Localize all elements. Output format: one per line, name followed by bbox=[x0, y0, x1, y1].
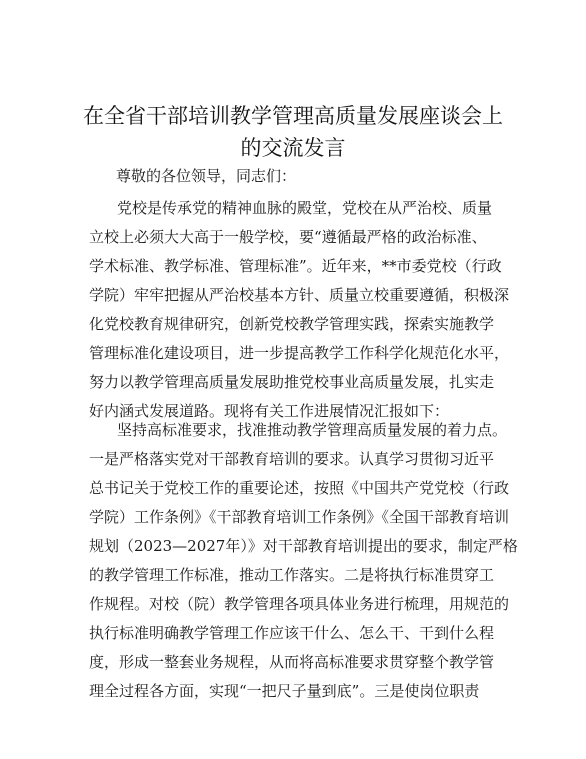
text-line: 学院）工作条例》《干部教育培训工作条例》《全国干部教育培训 bbox=[89, 508, 510, 526]
text-line: 执行标准明确教学管理工作应该干什么、怎么干、干到什么程 bbox=[89, 624, 495, 642]
text-line: 一是严格落实党对干部教育培训的要求。认真学习贯彻习近平 bbox=[89, 450, 495, 468]
title-line: 在全省干部培训教学管理高质量发展座谈会上 bbox=[83, 104, 503, 128]
text-line: 好内涵式发展道路。现将有关工作进展情况汇报如下： bbox=[89, 402, 450, 420]
text-line: 管理标准化建设项目，进一步提高教学工作科学化规范化水平， bbox=[89, 344, 510, 362]
paragraph bbox=[89, 416, 518, 706]
text-line: 学术标准、教学标准、管理标准”。近年来，**市委党校（行政 bbox=[89, 257, 502, 275]
text-line: 化党校教育规律研究，创新党校教学管理实践，探索实施教学 bbox=[89, 315, 495, 333]
text-line: 努力以教学管理高质量发展助推党校事业高质量发展，扎实走 bbox=[89, 373, 495, 391]
text-line: 的教学管理工作标准，推动工作落实。二是将执行标准贯穿工 bbox=[89, 566, 495, 584]
text-line: 作规程。对校（院）教学管理各项具体业务进行梳理，用规范的 bbox=[89, 595, 510, 613]
text-line: 总书记关于党校工作的重要论述，按照《中国共产党党校（行政 bbox=[89, 479, 510, 497]
document-title bbox=[60, 100, 526, 164]
text-line: 立校上必须大大高于一般学校，要“遵循最严格的政治标准、 bbox=[89, 228, 487, 246]
text-line: 党校是传承党的精神血脉的殿堂，党校在从严治校、质量 bbox=[117, 199, 493, 217]
text-line: 理全过程各方面，实现“一把尺子量到底”。三是使岗位职责 bbox=[89, 682, 480, 700]
title-line: 的交流发言 bbox=[240, 136, 346, 160]
text-line: 规划（2023—2027年）》对干部教育培训提出的要求，制定严格 bbox=[89, 537, 518, 555]
text-line: 学院）牢牢把握从严治校基本方针、质量立校重要遵循，积极深 bbox=[89, 286, 510, 304]
text-line: 坚持高标准要求，找准推动教学管理高质量发展的着力点。 bbox=[117, 421, 508, 439]
greeting: 尊敬的各位领导，同志们： bbox=[116, 167, 297, 185]
text-line: 度，形成一整套业务规程，从而将高标准要求贯穿整个教学管 bbox=[89, 653, 495, 671]
paragraph bbox=[89, 194, 510, 426]
